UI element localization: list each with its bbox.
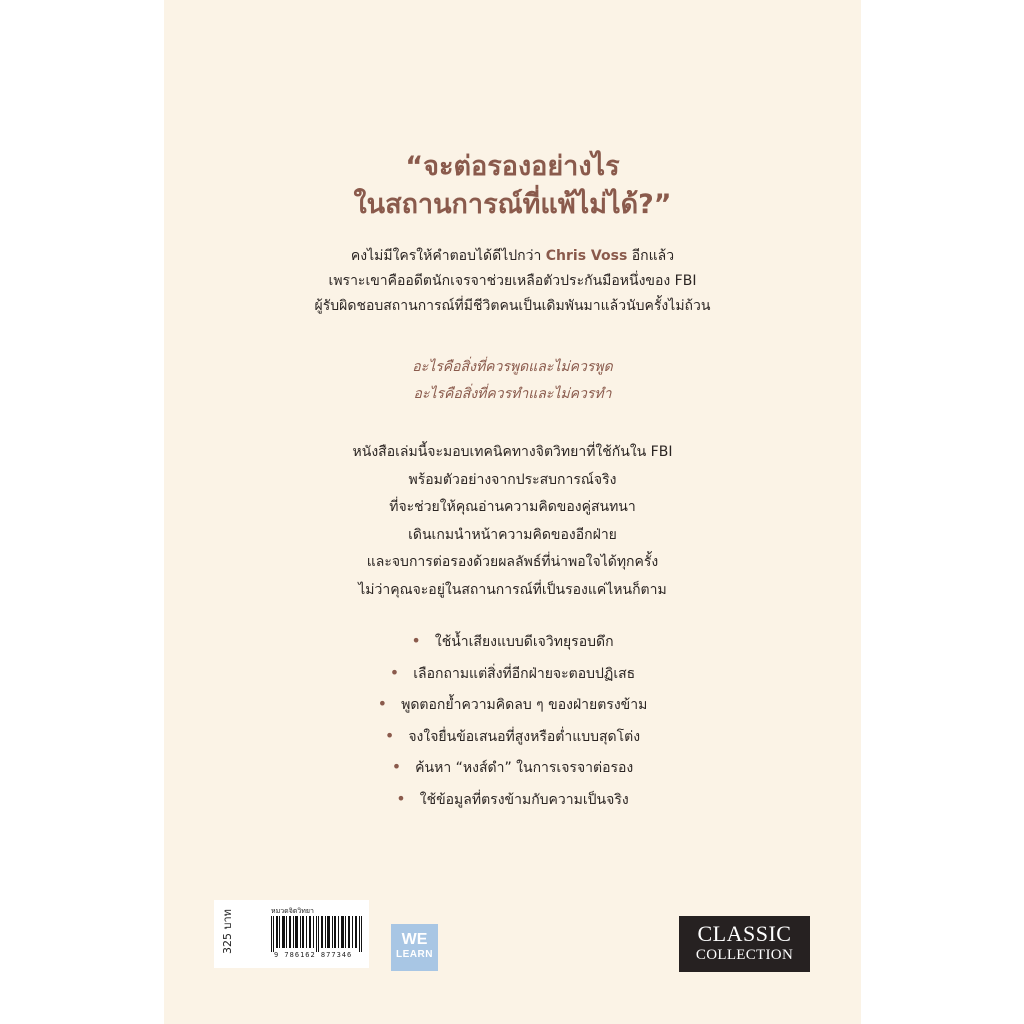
bullet-text: ใช้ข้อมูลที่ตรงข้ามกับความเป็นจริง [419,791,629,808]
headline-line-2: ในสถานการณ์ที่แพ้ไม่ได้?” [353,189,672,220]
description-line: พร้อมตัวอย่างจากประสบการณ์จริง [408,471,617,488]
bullet-item [164,658,861,690]
description-paragraph [164,439,861,605]
bullet-icon: • [411,631,421,650]
bullet-item [164,689,861,721]
author-name: Chris Voss [545,248,628,264]
book-back-cover [164,0,861,1024]
logo-line-2: LEARN [396,949,433,960]
headline [164,148,861,224]
logo-line-1: WE [401,931,428,948]
bullet-icon: • [391,757,402,776]
description-line: ไม่ว่าคุณจะอยู่ในสถานการณ์ที่เป็นรองแค่ไหนก็ตาม [358,581,667,598]
badge-line-1: CLASSIC [697,921,792,946]
bullet-item [164,721,861,753]
intro-line-1-end: อีกแล้ว [627,248,675,264]
italic-line: อะไรคือสิ่งที่ควรทำและไม่ควรทำ [413,386,612,402]
bullet-text: ค้นหา “หงส์ดำ” ในการเจรจาต่อรอง [415,760,634,776]
intro-line-1-start: คงไม่มีใครให้คำตอบได้ดีไปกว่า [350,248,546,264]
bullet-icon: • [377,694,388,713]
bullet-text: จงใจยื่นข้อเสนอที่สูงหรือต่ำแบบสุดโต่ง [408,728,641,745]
headline-line-1: “จะต่อรองอย่างไร [405,151,620,182]
italic-questions [164,354,861,408]
bullet-icon: • [384,725,395,745]
price-label: 325 บาท [221,909,234,954]
description-line: หนังสือเล่มนี้จะมอบเทคนิคทางจิตวิทยาที่ใช้กันใน FBI [352,444,673,460]
category-label: หมวดจิตวิทยา [271,907,314,915]
bullet-item [164,784,861,816]
barcode-icon [271,916,366,952]
intro-line-3: ผู้รับผิดชอบสถานการณ์ที่มีชีวิตคนเป็นเดิมพันมาแล้วนับครั้งไม่ถ้วน [314,298,711,314]
description-line: ที่จะช่วยให้คุณอ่านความคิดของคู่สนทนา [389,499,636,516]
bullet-text: เลือกถามแต่สิ่งที่อีกฝ่ายจะตอบปฏิเสธ [413,665,636,682]
intro-line-2: เพราะเขาคืออดีตนักเจรจาช่วยเหลือตัวประกันมือหนึ่งของ FBI [328,273,697,289]
description-line: และจบการต่อรองด้วยผลลัพธ์ที่น่าพอใจได้ทุกครั้ง [366,554,659,571]
intro-paragraph [164,244,861,319]
bullet-item [164,752,861,784]
bullet-text: พูดตอกย้ำความคิดลบ ๆ ของฝ่ายตรงข้าม [401,697,648,713]
bullet-text: ใช้น้ำเสียงแบบดีเจวิทยุรอบดึก [434,634,614,650]
classic-collection-badge [679,916,810,972]
isbn-number: 9 786162 877346 [274,951,353,959]
bullet-item [164,626,861,658]
intro-line-1 [164,244,861,269]
badge-line-2: COLLECTION [695,947,794,963]
description-line: เดินเกมนำหน้าความคิดของอีกฝ่าย [408,526,617,543]
italic-line: อะไรคือสิ่งที่ควรพูดและไม่ควรพูด [412,359,613,375]
we-learn-logo [391,924,438,971]
bullet-icon: • [389,662,400,682]
bullet-icon: • [396,788,406,808]
bullet-list [164,626,861,815]
